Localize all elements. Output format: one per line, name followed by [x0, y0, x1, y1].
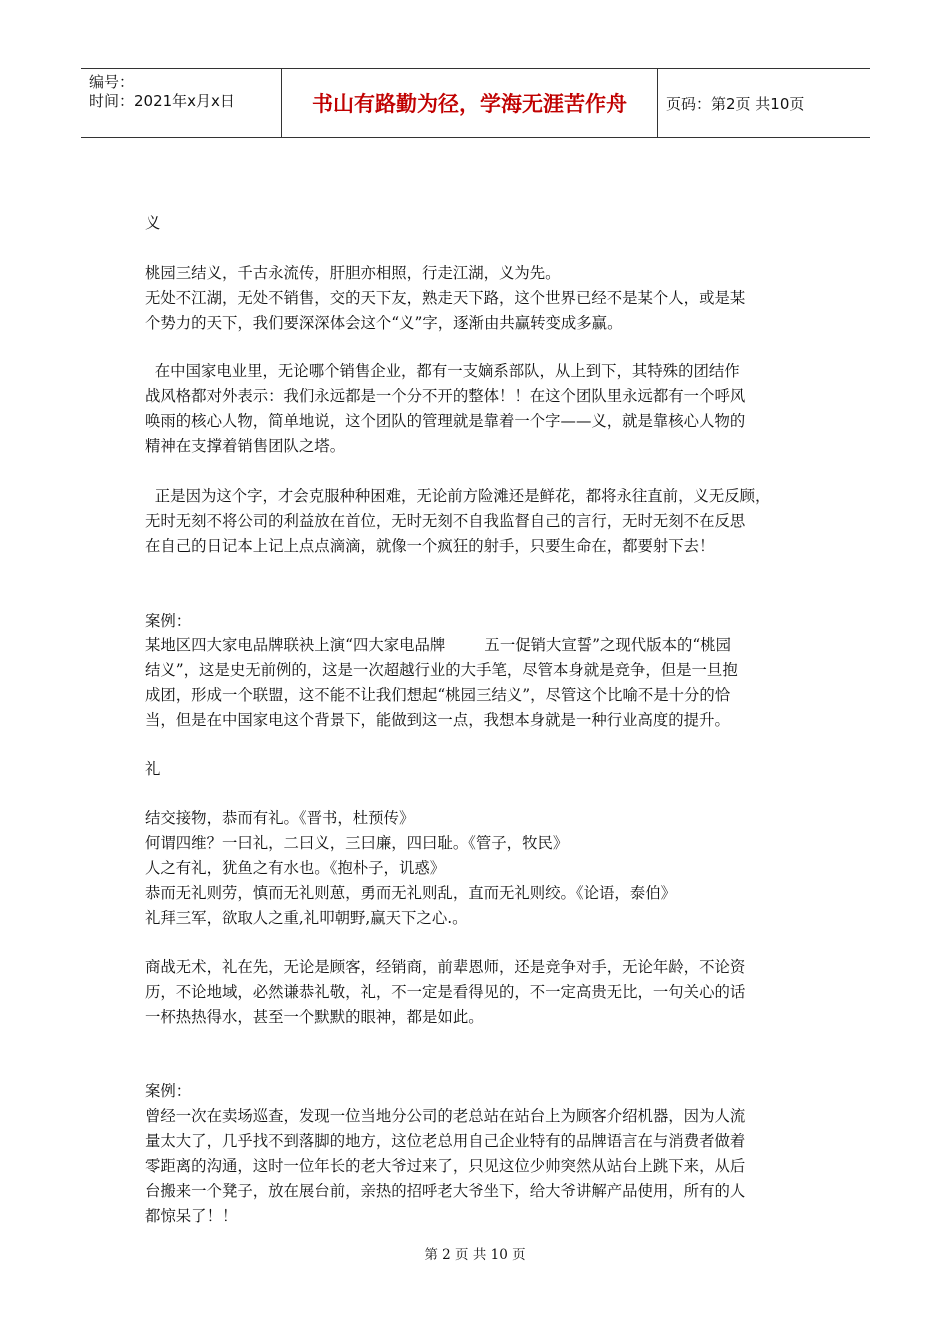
quote-line: 何谓四维？一曰礼，二曰义，三曰廉，四曰耻。《管子，牧民》 [145, 834, 569, 852]
text-line: 唤雨的核心人物，简单地说，这个团队的管理就是靠着一个字——义，就是靠核心人物的 [145, 412, 746, 430]
page-footer: 第 2 页 共 10 页 [424, 1247, 526, 1263]
text-line: 当，但是在中国家电这个背景下，能做到这一点，我想本身就是一种行业高度的提升。 [145, 711, 730, 729]
section-heading-li: 礼 [145, 760, 161, 778]
quote-line: 礼拜三军，欲取人之重,礼叩朝野,赢天下之心.。 [145, 909, 468, 927]
text-line: 无处不江湖，无处不销售，交的天下友，熟走天下路，这个世界已经不是某个人，或是某 [145, 289, 746, 307]
text-line: 量太大了，几乎找不到落脚的地方，这位老总用自己企业特有的品牌语言在与消费者做着 [145, 1132, 746, 1150]
text-line: 商战无术，礼在先，无论是顾客，经销商，前辈恩师，还是竞争对手，无论年龄，不论资 [145, 958, 746, 976]
case-label: 案例： [145, 1082, 192, 1100]
quote-line: 结交接物，恭而有礼。《晋书，杜预传》 [145, 809, 415, 827]
text-line: 正是因为这个字，才会克服种种困难，无论前方险滩还是鲜花，都将永往直前，义无反顾， [145, 487, 771, 505]
text-line: 结义”，这是史无前例的，这是一次超越行业的大手笔，尽管本身就是竞争，但是一旦抱 [145, 661, 738, 679]
quote-line: 恭而无礼则劳，慎而无礼则葸，勇而无礼则乱，直而无礼则绞。《论语，泰伯》 [145, 884, 676, 902]
text-line: 无时无刻不将公司的利益放在首位，无时无刻不自我监督自己的言行，无时无刻不在反思 [145, 512, 746, 530]
header-table [81, 68, 870, 138]
text-line: 一杯热热得水，甚至一个默默的眼神，都是如此。 [145, 1008, 484, 1026]
header-divider [657, 69, 658, 137]
number-label: 编号： [89, 73, 135, 91]
text-line: 在中国家电业里，无论哪个销售企业，都有一支嫡系部队，从上到下，其特殊的团结作 [145, 362, 740, 380]
text-line: 零距离的沟通，这时一位年长的老大爷过来了，只见这位少帅突然从站台上跳下来，从后 [145, 1157, 746, 1175]
header-motto: 书山有路勤为径，学海无涯苦作舟 [312, 92, 627, 116]
section-heading-yi: 义 [145, 214, 161, 232]
text-line: 桃园三结义，千古永流传，肝胆亦相照，行走江湖，义为先。 [145, 264, 561, 282]
case-label: 案例： [145, 612, 192, 630]
text-line: 战风格都对外表示：我们永远都是一个分不开的整体！！在这个团队里永远都有一个呼风 [145, 387, 746, 405]
text-line: 某地区四大家电品牌联袂上演“四大家电品牌 五一促销大宣誓”之现代版本的“桃园 [145, 636, 732, 654]
text-line: 曾经一次在卖场巡查，发现一位当地分公司的老总站在站台上为顾客介绍机器，因为人流 [145, 1107, 746, 1125]
text-line: 历，不论地域，必然谦恭礼敬，礼，不一定是看得见的，不一定高贵无比，一句关心的话 [145, 983, 746, 1001]
text-line: 成团，形成一个联盟，这不能不让我们想起“桃园三结义”，尽管这个比喻不是十分的恰 [145, 686, 731, 704]
text-line: 都惊呆了！！ [145, 1207, 238, 1225]
header-page-info: 页码：第2页 共10页 [666, 94, 805, 113]
text-line: 精神在支撑着销售团队之塔。 [145, 437, 346, 455]
quote-line: 人之有礼，犹鱼之有水也。《抱朴子，讥惑》 [145, 859, 446, 877]
text-line: 台搬来一个凳子，放在展台前，亲热的招呼老大爷坐下，给大爷讲解产品使用，所有的人 [145, 1182, 746, 1200]
text-line: 个势力的天下，我们要深深体会这个“义”字，逐渐由共赢转变成多赢。 [145, 314, 623, 332]
date-label: 时间：2021年x月x日 [89, 92, 235, 110]
header-left-cell [89, 73, 235, 111]
text-line: 在自己的日记本上记上点点滴滴，就像一个疯狂的射手，只要生命在，都要射下去！ [145, 537, 715, 555]
